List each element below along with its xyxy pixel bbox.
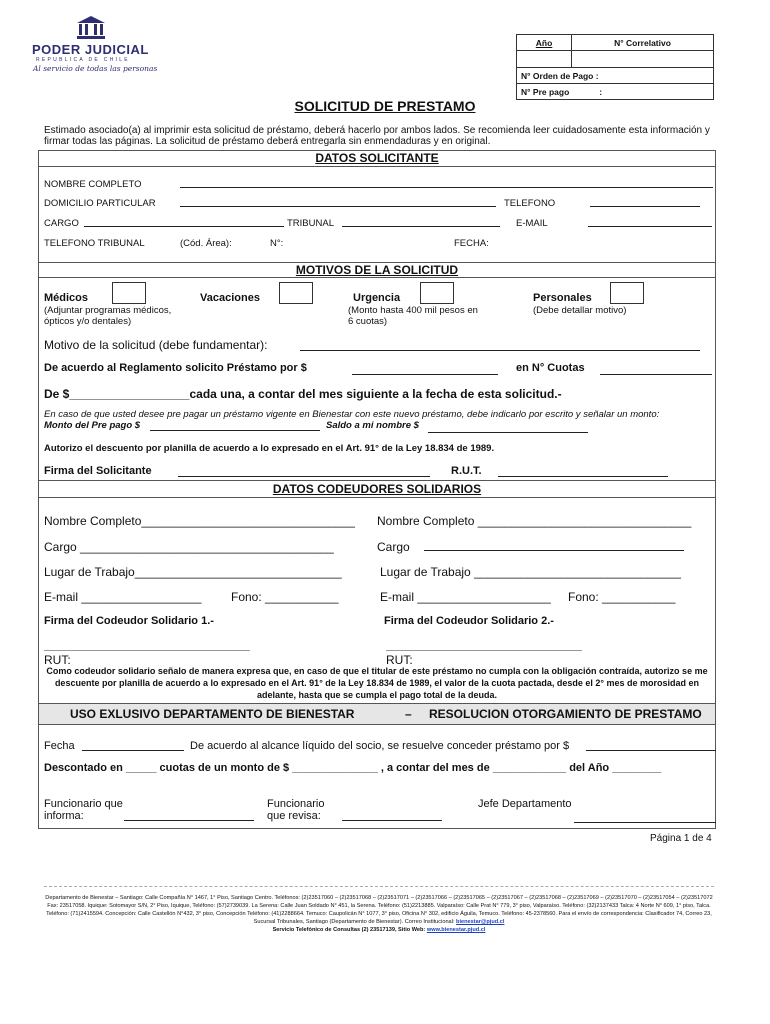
alcance-text: De acuerdo al alcance líquido del socio, se resuelve conceder préstamo por $ [190, 740, 570, 752]
personales-checkbox[interactable] [610, 282, 644, 304]
footer-email[interactable]: bienestar@pjud.cl [456, 919, 505, 925]
codeudor2-cargo-input[interactable] [424, 550, 684, 551]
page-number: Página 1 de 4 [650, 833, 712, 844]
codeudor2-email[interactable]: E-mail ____________________ [380, 590, 551, 604]
vacaciones-label: Vacaciones [200, 292, 260, 304]
domicilio-label: DOMICILIO PARTICULAR [44, 198, 156, 209]
bienestar-heading-left: USO EXLUSIVO DEPARTAMENTO DE BIENESTAR [70, 707, 355, 721]
alcance-input[interactable] [586, 750, 716, 751]
func-revisa-input[interactable] [342, 820, 442, 821]
firma-solicitante-label: Firma del Solicitante [44, 465, 152, 477]
rut-codeudor1: RUT: [44, 653, 71, 667]
medicos-note: (Adjuntar programas médicos, ópticos y/o dentales) [44, 305, 172, 327]
jefe-label: Jefe Departamento [478, 798, 572, 810]
nombre-input[interactable] [180, 187, 713, 188]
orden-pago-cell[interactable]: N° Orden de Pago : [517, 68, 714, 84]
correlativo-cell[interactable]: N° Correlativo [572, 35, 714, 51]
cargo-input[interactable] [84, 226, 284, 227]
firma-codeudor1-input[interactable] [44, 650, 250, 651]
codeudor2-fono[interactable]: Fono: ___________ [568, 590, 676, 604]
footer [44, 894, 714, 934]
medicos-label: Médicos [44, 292, 89, 304]
reglamento-label: De acuerdo al Reglamento solicito Préstamo por $ [44, 362, 307, 374]
footer-text: Departamento de Bienestar – Santiago: Calle Compañía N° 1467, 1° Piso, Santiago Centro. Teléfonos: (2)23517060 – (2)23517068 – (2)23517071 – (2)23517066 – (2)23517065 – (2)23517067 – (2)23517068 – (2)23517069 – (2)23517070 – (2)23517054 – (2)23517072 Fax: 23517058. Iquique: Sotomayor S/N, 2° Piso, Iquique, Teléfono: (57)2739039. La Serena: Calle Juan Soldado N° 451, la Serena. Teléfono: (51)2213885. Valparaíso: Calle Prat N° 779, 3° piso, Valparaíso. Teléfono: (32)2137433 Talca: 4 Norte N° 609, 1° piso, Talca. Teléfono: (71)2415594. Concepción: Calle Castellón N°432, 3° piso, Concepción Teléfono: (41)2288664. Temuco: Caupolicán N° 1077, 3° piso, Oficina N° 302, edificio Águila, Temuco. Teléfono: 45-2378560. Para el envío de correspondencia: Clasificador 74, Correo 23, Sucursal Tribunales, Santiago (Departamento de Bienestar). Correo Institucional: [45, 895, 713, 925]
courthouse-icon [74, 14, 108, 40]
func-revisa-label: Funcionario que revisa: [267, 798, 325, 822]
bienestar-heading-right: RESOLUCION OTORGAMIENTO DE PRESTAMO [429, 707, 702, 721]
firma-codeudor2-input[interactable] [386, 650, 582, 651]
footer-web[interactable]: www.bienestar.pjud.cl [426, 927, 486, 933]
jefe-input[interactable] [574, 822, 716, 823]
rut-solicitante-label: R.U.T. [451, 465, 482, 477]
cod-area-label: (Cód. Área): [180, 238, 232, 249]
rut-codeudor2: RUT: [386, 653, 413, 667]
tel-tribunal-label: TELEFONO TRIBUNAL [44, 238, 145, 249]
section-codeudores: DATOS CODEUDORES SOLIDARIOS [38, 480, 716, 498]
func-informa-input[interactable] [124, 820, 254, 821]
urgencia-checkbox[interactable] [420, 282, 454, 304]
codeudor1-fono[interactable]: Fono: ___________ [231, 590, 339, 604]
header-table [516, 34, 714, 100]
codeudor2-cargo: Cargo [377, 540, 410, 554]
codeudor2-nombre[interactable]: Nombre Completo ________________________________ [377, 514, 692, 528]
logo-motto: Al servicio de todas las personas [33, 64, 158, 73]
section-solicitante: DATOS SOLICITANTE [38, 150, 716, 167]
ano-cell[interactable]: Año [517, 35, 572, 51]
email-label: E-MAIL [516, 218, 548, 229]
codeudor2-lugar[interactable]: Lugar de Trabajo _______________________________ [380, 565, 681, 579]
fecha-bienestar-input[interactable] [82, 750, 184, 751]
email-input[interactable] [588, 226, 712, 227]
page-title: SOLICITUD DE PRESTAMO [294, 98, 476, 114]
telefono-label: TELEFONO [504, 198, 556, 209]
monto-input[interactable] [352, 374, 498, 375]
numero-label: N°: [270, 238, 284, 249]
autorizo-text: Autorizo el descuento por planilla de acuerdo a lo expresado en el Art. 91° de la Ley 18.834 de 1989. [44, 443, 495, 454]
intro-text: Estimado asociado(a) al imprimir esta solicitud de préstamo, deberá hacerlo por ambos lados. Se recomienda leer cuidadosamente esta información y firmar todas las páginas. La solicitud de préstamo deberá entregarla sin enmendaduras y en original. [44, 125, 710, 147]
bienestar-heading-dash: – [405, 707, 412, 721]
ano-value[interactable] [517, 51, 572, 68]
motivo-input[interactable] [300, 350, 700, 351]
personales-label: Personales [533, 292, 592, 304]
logo-name: PODER JUDICIAL [32, 42, 149, 57]
footer-divider [44, 886, 714, 887]
descontado-text[interactable]: Descontado en _____ cuotas de un monto de $ ______________ , a contar del mes de ____________ del Año ________ [44, 762, 662, 774]
section-motivos: MOTIVOS DE LA SOLICITUD [38, 262, 716, 278]
fecha-label: FECHA: [454, 238, 489, 249]
medicos-checkbox[interactable] [112, 282, 146, 304]
tribunal-label: TRIBUNAL [287, 218, 334, 229]
codeudor1-nombre[interactable]: Nombre Completo________________________________ [44, 514, 355, 528]
footer-phone: Servicio Telefónico de Consultas (2) 23517139, Sitio Web: [272, 927, 426, 933]
logo [30, 14, 160, 76]
tribunal-input[interactable] [342, 226, 500, 227]
firma-codeudor2-label: Firma del Codeudor Solidario 2.- [384, 615, 554, 627]
pre-pago-cell[interactable]: N° Pre pago : [517, 84, 714, 100]
telefono-input[interactable] [590, 206, 700, 207]
nombre-label: NOMBRE COMPLETO [44, 179, 142, 190]
cuotas-input[interactable] [600, 374, 712, 375]
cuotas-label: en N° Cuotas [516, 362, 585, 374]
saldo-input[interactable] [428, 432, 588, 433]
monto-prepago-input[interactable] [150, 430, 320, 431]
firma-solicitante-input[interactable] [178, 476, 430, 477]
domicilio-input[interactable] [180, 206, 496, 207]
urgencia-note: (Monto hasta 400 mil pesos en 6 cuotas) [348, 305, 478, 327]
personales-note: (Debe detallar motivo) [533, 305, 627, 316]
firma-codeudor1-label: Firma del Codeudor Solidario 1.- [44, 615, 214, 627]
rut-solicitante-input[interactable] [498, 476, 668, 477]
prepago-note: En caso de que usted desee pre pagar un préstamo vigente en Bienestar con este nuevo préstamo, debe indicarlo por escrito y señalar un monto: [44, 409, 660, 420]
monto-prepago-label: Monto del Pre pago $ [44, 420, 141, 431]
urgencia-label: Urgencia [353, 292, 401, 304]
logo-sub: REPUBLICA DE CHILE [36, 57, 130, 63]
func-informa-label: Funcionario que informa: [44, 798, 123, 822]
saldo-label: Saldo a mi nombre $ [326, 420, 419, 431]
correlativo-value[interactable] [572, 51, 714, 68]
de-cuota-text: De $__________________cada una, a contar del mes siguiente a la fecha de esta solicitud.- [44, 387, 562, 401]
codeudor1-lugar[interactable]: Lugar de Trabajo_______________________________ [44, 565, 342, 579]
vacaciones-checkbox[interactable] [279, 282, 313, 304]
codeudor1-cargo[interactable]: Cargo ______________________________________ [44, 540, 334, 554]
fecha-bienestar-label: Fecha [44, 740, 75, 752]
codeudor1-email[interactable]: E-mail __________________ [44, 590, 202, 604]
motivo-label: Motivo de la solicitud (debe fundamentar): [44, 338, 268, 352]
cargo-label: CARGO [44, 218, 79, 229]
codeudor-notice: Como codeudor solidario señalo de manera expresa que, en caso de que el titular de este préstamo no cumpla con la obligación contraída, autorizo se me descuente por planilla de acuerdo a lo expresado en el Art. 91° de la Ley 18.834 de 1989, el valor de la cuota pactada, desde el 2° mes de morosidad en adelante, hasta que se cumpla el pago total de la deuda. [46, 666, 708, 700]
